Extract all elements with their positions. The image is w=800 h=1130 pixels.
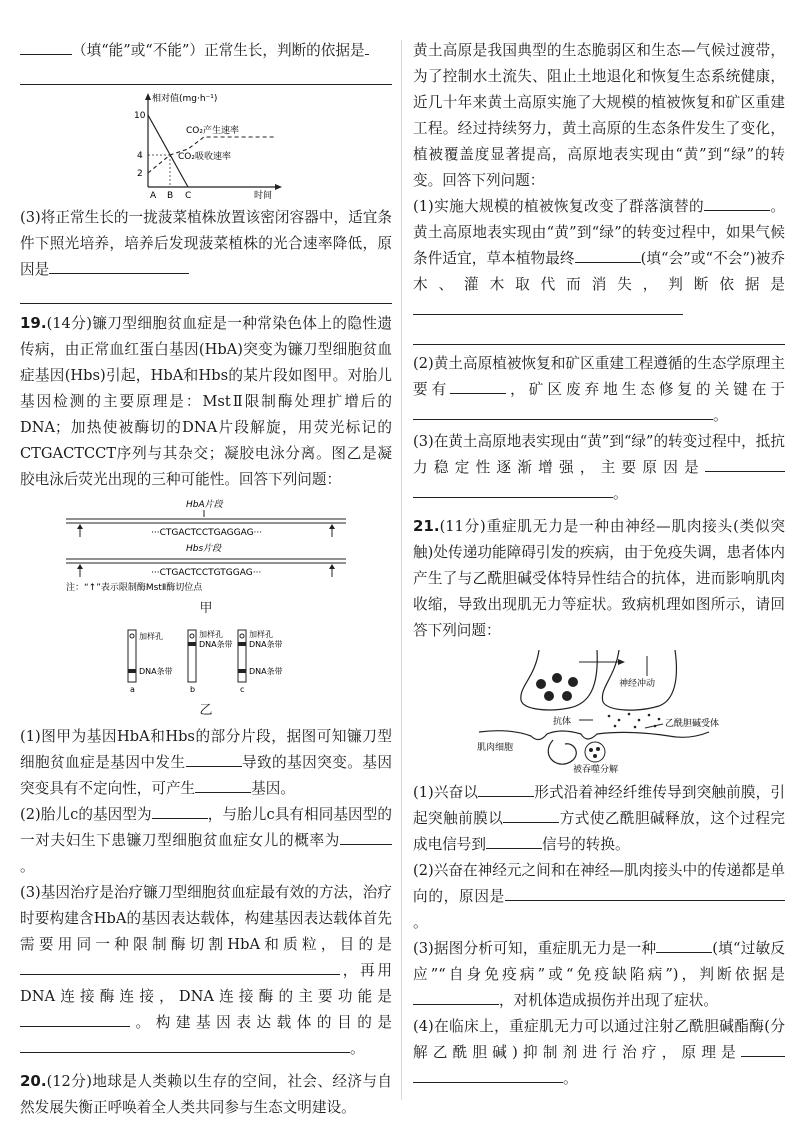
vesicle [552, 673, 562, 683]
q18-continuation: （填“能”或“不能”）正常生长，判断的依据是 [20, 38, 392, 64]
sample-well-icon [240, 634, 244, 638]
q19-intro: 19.(14分)镰刀型细胞贫血症是一种常染色体上的隐性遗传病，由正常血红蛋白基因(HbA)突变为镰刀型细胞贫血症基因(Hbs)引起，HbA和Hbs的某片段如图甲。对胎儿基因检测的主要原理是：MstⅡ限制酶处理扩增后的DNA；加热使被酶切的DNA片段解旋，用荧光标记的CTGACTCCT序列与其杂交；凝胶电泳分离。图乙是凝胶电泳后荧光出现的三种可能性。回答下列问题： [20, 314, 392, 488]
q19-part1: (1)图甲为基因HbA和Hbs的部分片段，据图可知镰刀型细胞贫血症是基因中发生 导致的基因突变。基因突变具有不定向性，可产生 基因。 [20, 728, 392, 797]
q19-figure-jia [56, 497, 356, 592]
lane-label-b: b [190, 685, 196, 694]
answer-blank[interactable] [195, 776, 251, 793]
question-number: 19. [20, 314, 47, 332]
answer-blank[interactable] [704, 194, 770, 211]
band-label: DNA条带 [249, 667, 283, 676]
answer-blank[interactable] [49, 257, 189, 274]
q20-part1: (1)实施大规模的植被恢复改变了群落演替的 。黄土高原地表实现由“黄”到“绿”的转变过程中，如果气候条件适宜，草本植物最终 (填“会”或“不会”)被乔木、灌木取代而消失，判断依据是 [413, 194, 785, 324]
answer-blank[interactable] [365, 38, 369, 55]
column-divider [401, 40, 402, 1100]
answer-blank[interactable] [152, 802, 208, 819]
hba-sequence: ···CTGACTCCTGAGGAG··· [151, 528, 263, 538]
lane-label-a: a [130, 685, 135, 694]
q19-part2: (2)胎儿c的基因型为 ，与胎儿c具有相同基因型的一对夫妇生下患镰刀型细胞贫血症女儿的概率为。 [20, 802, 392, 880]
vesicle [589, 748, 593, 752]
answer-blank[interactable] [450, 377, 506, 394]
lane-label-c: c [240, 685, 245, 694]
question-number: 20. [20, 1072, 47, 1090]
x-axis-arrow-icon [275, 184, 282, 190]
sample-well-icon [130, 634, 134, 638]
q18-part3: (3)将正常生长的一拢菠菜植株放置该密闭容器中，适宜条件下照光培养，培养后发现菠菜植株的光合速率降低，原因是 [20, 209, 392, 278]
postsynaptic-membrane [479, 731, 709, 740]
right-column [413, 38, 785, 1092]
x-axis-label: 时间 [254, 191, 273, 201]
dna-band [238, 669, 246, 673]
lysosome [585, 742, 605, 762]
q21-part3: (3)据图分析可知，重症肌无力是一种 (填“过敏反应”“自身免疫病”或“免疫缺陷病”)，判断依据是，对机体造成损伤并出现了症状。 [413, 936, 785, 1014]
tick-10: 10 [134, 111, 146, 121]
answer-blank[interactable] [413, 1066, 563, 1083]
left-column [20, 38, 392, 1121]
q19-figure-yi [106, 626, 306, 694]
figure-note: 注：“↑”表示限制酶MstⅡ酶切位点 [66, 583, 203, 592]
label-pointer [645, 724, 663, 728]
answer-line[interactable] [413, 324, 785, 345]
q19-part3: (3)基因治疗是治疗镰刀型细胞贫血症最有效的方法，治疗时要构建含HbA的基因表达载体，构建基因表达载体首先需要用同一种限制酶切割HbA和质粒，目的是，再用DNA连接酶连接，DNA连接酶的主要功能是。构建基因表达载体的目的是。 [20, 884, 392, 1057]
q20-part3: (3)在黄土高原地表实现由“黄”到“绿”的转变过程中，抵抗力稳定性逐渐增强，主要原因是。 [413, 433, 785, 502]
q20-part2: (2)黄土高原植被恢复和矿区重建工程遵循的生态学原理主要有 ，矿区废弃地生态修复的关键在于。 [413, 355, 785, 424]
question-number: 21. [413, 517, 440, 535]
q21-intro: 21.(11分)重症肌无力是一种由神经—肌肉接头(类似突触)处传递功能障碍引发的疾病，由于免疫失调，患者体内产生了与乙酰胆碱受体特异性结合的抗体，进而影响肌肉收缩，导致出现肌无力等症状。致病机理如图所示，请回答下列问题： [413, 517, 785, 639]
tick-B: B [167, 191, 174, 201]
tick-2: 2 [137, 169, 143, 179]
vesicle [596, 747, 600, 751]
q21-part1: (1)兴奋以 形式沿着神经纤维传导到突触前膜，引起突触前膜以 方式使乙酰胆碱释放，这个过程完成电信号到 信号的转换。 [413, 780, 785, 858]
well-label: 加样孔 [139, 632, 163, 641]
legend-produce: CO₂产生速率 [186, 126, 239, 136]
answer-blank[interactable] [505, 884, 705, 901]
answer-blank[interactable] [340, 828, 392, 845]
answer-blank[interactable] [741, 1040, 785, 1057]
answer-blank[interactable] [413, 403, 713, 420]
vesicle [544, 691, 554, 701]
vesicle [593, 754, 597, 758]
band-label: DNA条带 [199, 640, 233, 649]
co2-absorb-line [148, 115, 188, 187]
well-label: 加样孔 [199, 630, 223, 639]
answer-line[interactable] [20, 64, 392, 85]
vesicle [562, 691, 572, 701]
tick-4: 4 [137, 151, 143, 161]
answer-blank[interactable] [705, 455, 785, 472]
receptor-label: 乙酰胆碱受体 [665, 719, 720, 729]
answer-blank[interactable] [20, 1010, 130, 1027]
hba-label: HbA片段 [186, 500, 223, 510]
hbs-sequence: ···CTGACTCCTGTGGAG··· [151, 568, 262, 578]
hbs-label: Hbs片段 [186, 544, 222, 554]
answer-blank[interactable] [478, 780, 534, 797]
y-axis-arrow-icon [145, 93, 151, 100]
answer-blank[interactable] [656, 936, 712, 953]
arrowhead-icon [77, 564, 83, 569]
answer-line[interactable] [20, 283, 392, 304]
muscle-label: 肌肉细胞 [477, 743, 514, 753]
answer-blank[interactable] [20, 958, 340, 975]
answer-blank[interactable] [503, 806, 559, 823]
answer-blank[interactable] [413, 988, 499, 1005]
sample-well-icon [190, 634, 194, 638]
answer-blank[interactable] [20, 1036, 350, 1053]
well-label: 加样孔 [249, 630, 273, 639]
figure-caption-yi: 乙 [199, 703, 213, 718]
arrowhead-icon [329, 524, 335, 529]
q18-graph [126, 91, 286, 201]
answer-blank[interactable] [20, 38, 72, 55]
q21-part2: (2)兴奋在神经元之间和在神经—肌肉接头中的传递都是单向的，原因是。 [413, 862, 785, 931]
q20-intro-left: 20.(12分)地球是人类赖以生存的空间，社会、经济与自然发展失衡正呼唤着全人类共同参与生态文明建设。 [20, 1072, 392, 1116]
arrowhead-icon [618, 659, 625, 665]
tick-C: C [185, 191, 192, 201]
dna-band [128, 669, 136, 673]
vesicle [568, 677, 578, 687]
engulf-label: 被吞噬分解 [573, 765, 619, 775]
band-label: DNA条带 [249, 640, 283, 649]
q21-part4: (4)在临床上，重症肌无力可以通过注射乙酰胆碱酯酶(分解乙酰胆碱)抑制剂进行治疗，原理是。 [413, 1018, 785, 1087]
answer-blank[interactable] [186, 750, 242, 767]
answer-blank[interactable] [413, 481, 613, 498]
dna-band [188, 642, 196, 646]
answer-blank[interactable] [486, 832, 542, 849]
arrowhead-icon [329, 564, 335, 569]
arrowhead-icon [77, 524, 83, 529]
phagocyte [548, 740, 576, 764]
answer-blank[interactable] [413, 298, 683, 315]
q21-figure [469, 648, 729, 776]
vesicle [536, 679, 546, 689]
band-label: DNA条带 [139, 667, 173, 676]
answer-blank[interactable] [705, 884, 785, 901]
dna-band [238, 642, 246, 646]
legend-absorb: CO₂吸收速率 [178, 152, 231, 162]
answer-blank[interactable] [575, 246, 641, 263]
y-axis-label: 相对值(mg·h⁻¹) [152, 94, 218, 104]
tick-A: A [150, 191, 157, 201]
figure-caption-jia: 甲 [199, 601, 213, 616]
antibody-label: 抗体 [553, 717, 572, 727]
impulse-label: 神经冲动 [619, 679, 656, 689]
q20-intro-right: 黄土高原是我国典型的生态脆弱区和生态—气候过渡带，为了控制水土流失、阻止土地退化和恢复生态系统健康，近几十年来黄土高原实施了大规模的植被恢复和矿区重建工程。经过持续努力，黄土高原的生态条件发生了变化，植被覆盖度显著提高，高原地表实现由“黄”到“绿”的转变。回答下列问题： [413, 42, 785, 189]
